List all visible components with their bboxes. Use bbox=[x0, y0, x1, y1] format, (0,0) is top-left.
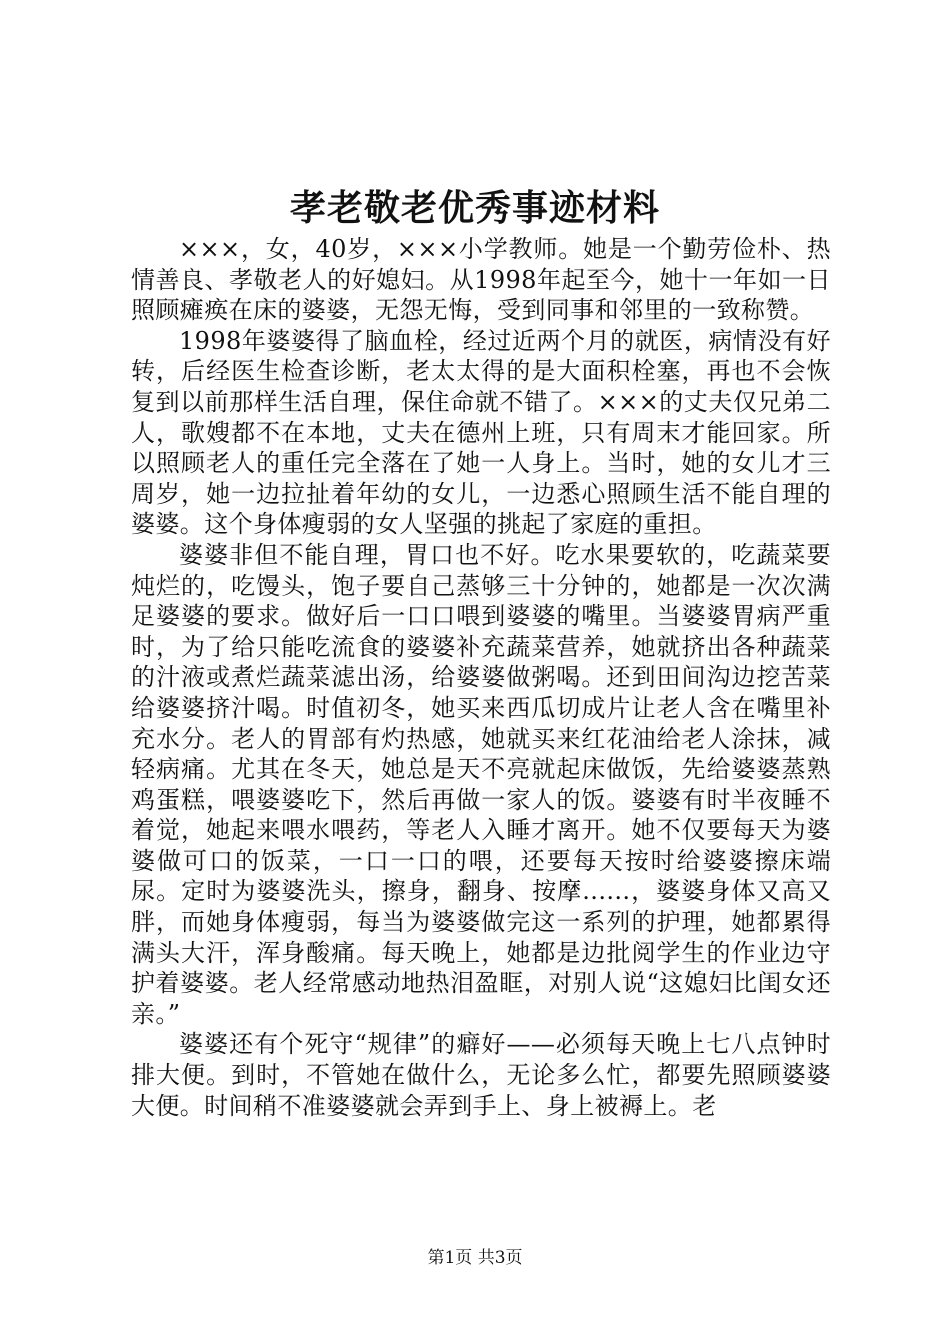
page-number-footer: 第1页 共3页 bbox=[427, 1248, 523, 1268]
document-body bbox=[131, 234, 831, 1121]
document-title: 孝老敬老优秀事迹材料 bbox=[289, 187, 660, 229]
body-paragraph: 1998年婆婆得了脑血栓，经过近两个月的就医，病情没有好转，后经医生检查诊断，老太太得的是大面积栓塞，再也不会恢复到以前那样生活自理，保住命就不错了。×××的丈夫仅兄弟二人，歌嫂都不在本地，丈夫在德州上班，只有周末才能回家。所以照顾老人的重任完全落在了她一人身上。当时，她的女儿才三周岁，她一边拉扯着年幼的女儿，一边悉心照顾生活不能自理的婆婆。这个身体瘦弱的女人坚强的挑起了家庭的重担。 bbox=[131, 326, 831, 539]
body-paragraph: ×××，女，40岁，×××小学教师。她是一个勤劳俭朴、热情善良、孝敬老人的好媳妇。从1998年起至今，她十一年如一日照顾瘫痪在床的婆婆，无怨无悔，受到同事和邻里的一致称赞。 bbox=[131, 235, 831, 325]
body-paragraph: 婆婆还有个死守“规律”的癖好——必须每天晚上七八点钟时排大便。到时，不管她在做什么，无论多么忙，都要先照顾婆婆大便。时间稍不准婆婆就会弄到手上、身上被褥上。老 bbox=[131, 1030, 831, 1120]
body-paragraph: 婆婆非但不能自理，胃口也不好。吃水果要软的，吃蔬菜要炖烂的，吃馒头，饱子要自己蒸够三十分钟的，她都是一次次满足婆婆的要求。做好后一口口喂到婆婆的嘴里。当婆婆胃病严重时，为了给只能吃流食的婆婆补充蔬菜营养，她就挤出各种蔬菜的汁液或煮烂蔬菜滤出汤，给婆婆做粥喝。还到田间沟边挖苦菜给婆婆挤汁喝。时值初冬，她买来西瓜切成片让老人含在嘴里补充水分。老人的胃部有灼热感，她就买来红花油给老人涂抹，减轻病痛。尤其在冬天，她总是天不亮就起床做饭，先给婆婆蒸熟鸡蛋糕，喂婆婆吃下，然后再做一家人的饭。婆婆有时半夜睡不着觉，她起来喂水喂药，等老人入睡才离开。她不仅要每天为婆婆做可口的饭菜，一口一口的喂，还要每天按时给婆婆擦床端尿。定时为婆婆洗头，擦身，翻身、按摩......，婆婆身体又高又胖，而她身体瘦弱，每当为婆婆做完这一系列的护理，她都累得满头大汗，浑身酸痛。每天晚上，她都是边批阅学生的作业边守护着婆婆。老人经常感动地热泪盈眶，对别人说“这媳妇比闺女还亲。” bbox=[131, 540, 831, 1028]
